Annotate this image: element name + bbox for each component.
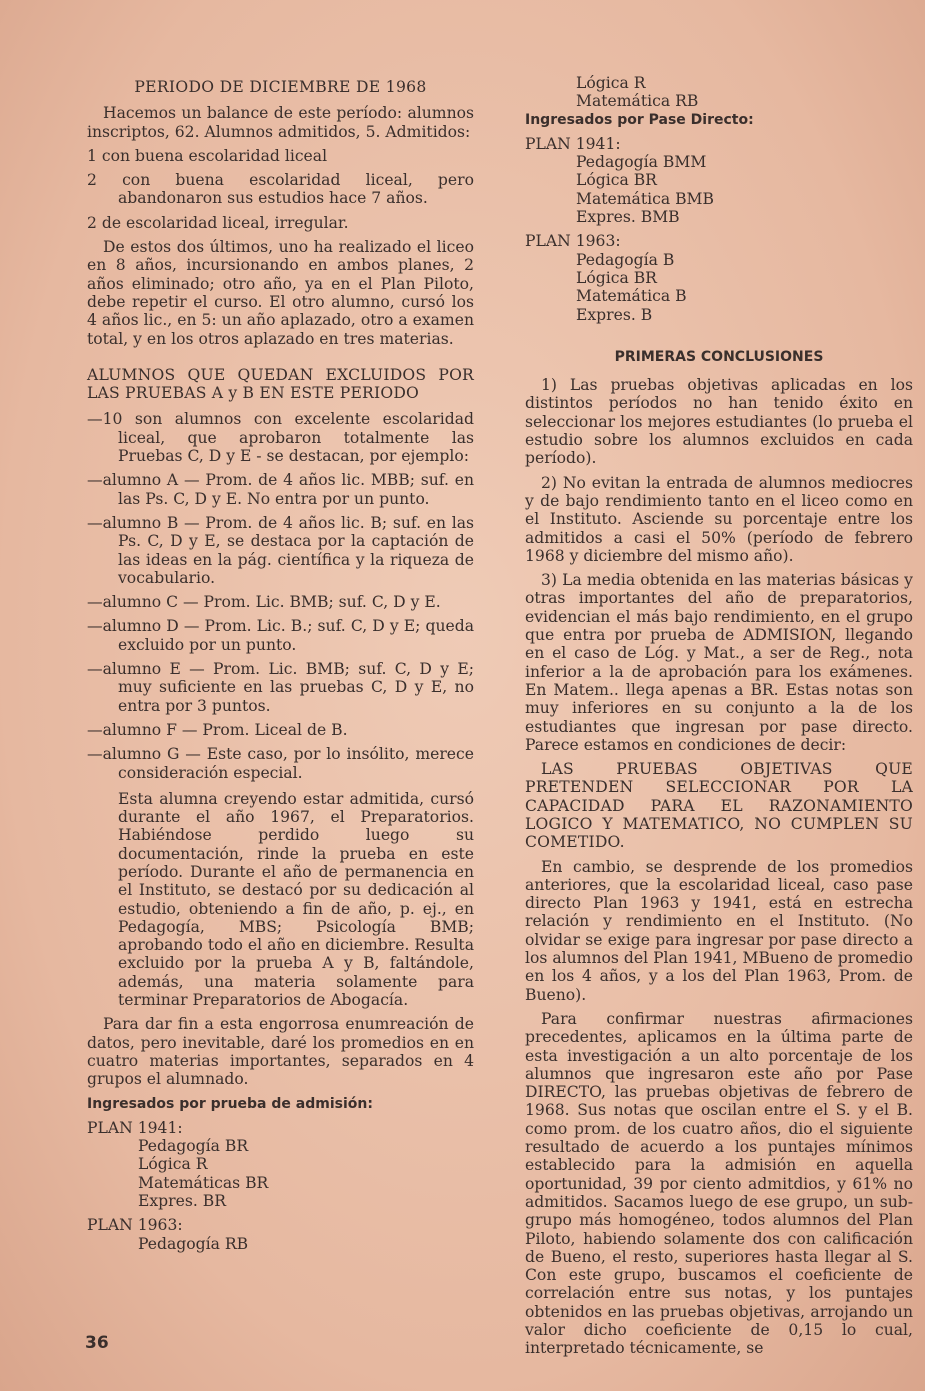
grade-line: Matemática RB xyxy=(576,92,699,111)
plan-label: PLAN 1963: xyxy=(525,232,621,251)
conclusions-heading: PRIMERAS CONCLUSIONES xyxy=(614,348,824,365)
paragraph: 3) La media obtenida en las materias básicas y otras importantes del año de preparatorios, evidencian el más bajo rendimiento, en el grupo que entra por prueba de ADMISION, llegando en el caso de Lóg. y Mat., a ser de Reg., nota inferior a la de aprobación para los exámenes. En Matem.. llega apenas a BR. Estas notas son muy inferiores en su conjunto a la de los estudiantes que ingresan por pase directo. Parece estamos en condiciones de decir: xyxy=(525,571,913,754)
left-column xyxy=(87,74,474,1253)
grade-line: Expres. B xyxy=(576,305,653,324)
list-item: —alumno F — Prom. Liceal de B. xyxy=(87,720,348,739)
grade-line: Lógica R xyxy=(138,1155,208,1174)
grade-line: Lógica BR xyxy=(576,171,657,190)
paragraph: Para confirmar nuestras afirmaciones precedentes, aplicamos en la última parte de esta investigación a un alto porcentaje de los alumnos que ingresaron este año por Pase DIRECTO, las pruebas objetivas de febrero de 1968. Sus notas que oscilan entre el S. y el B. como prom. de los cuatro años, dio el siguiente resultado de acuerdo a los puntajes mínimos establecido para la admisión en aquella oportunidad, 39 por ciento admitdios, y 61% no admitidos. Sacamos luego de ese grupo, un sub-grupo más homogéneo, todos alumnos del Plan Piloto, habiendo solamente dos con calificación de Bueno, el resto, superiores hasta llegar al S. Con este grupo, buscamos el coeficiente de correlación entre sus notas, y los puntajes obtenidos en las pruebas objetivas, arrojando un valor dicho coeficiente de 0,15 lo cual, interpretado técnicamente, se xyxy=(525,1009,913,1358)
list-item: —alumno B — Prom. de 4 años lic. B; suf. en las Ps. C, D y E, se destaca por la captación de las ideas en la pág. científica y la riqueza de vocabulario. xyxy=(87,513,474,587)
grade-line: Pedagogía RB xyxy=(138,1234,249,1253)
conclusion-statement: LAS PRUEBAS OBJETIVAS QUE PRETENDEN SELECCIONAR POR LA CAPACIDAD PARA EL RAZONAMIENTO LOGICO Y MATEMATICO, NO CUMPLEN SU COMETIDO. xyxy=(525,760,913,852)
list-item: —alumno A — Prom. de 4 años lic. MBB; suf. en las Ps. C, D y E. No entra por un punto. xyxy=(87,471,474,508)
grade-line: Lógica R xyxy=(576,74,646,92)
case-g-paragraph: Esta alumna creyendo estar admitida, cursó durante el año 1967, el Preparatorios. Habiéndose perdido luego su documentación, rinde la prueba en este período. Durante el año de permanencia en el Instituto, se destacó por su dedicación al estudio, obteniendo a fin de año, p. ej., en Pedagogía, MBS; Psicología BMB; aprobando todo el año en diciembre. Resulta excluido por la prueba A y B, faltándole, además, una materia solamente para terminar Preparatorios de Abogacía. xyxy=(118,789,474,1010)
plan-label: PLAN 1941: xyxy=(87,1118,183,1137)
admission-heading: Ingresados por prueba de admisión: xyxy=(87,1095,373,1112)
plan-label: PLAN 1941: xyxy=(525,134,621,153)
grade-line: Matemáticas BR xyxy=(138,1173,269,1192)
grade-line: Pedagogía BR xyxy=(138,1137,249,1156)
direct-heading: Ingresados por Pase Directo: xyxy=(525,111,754,128)
paragraph: 2) No evitan la entrada de alumnos mediocres y de bajo rendimiento tanto en el liceo como en el Instituto. Asciende su porcentaje entre los admitidos a casi el 50% (período de febrero 1968 y diciembre del mismo año). xyxy=(525,473,913,565)
right-column xyxy=(525,74,913,1364)
list-item: 2 con buena escolaridad liceal, pero abandonaron sus estudios hace 7 años. xyxy=(87,171,474,208)
grade-line: Pedagogía BMM xyxy=(576,153,707,172)
paragraph: Para dar fin a esta engorrosa enumreación de datos, pero inevitable, daré los promedios en en cuatro materias importantes, separados en 4 grupos el alumnado. xyxy=(87,1015,474,1089)
grade-line: Matemática B xyxy=(576,287,687,306)
list-item: 2 de escolaridad liceal, irregular. xyxy=(87,213,349,232)
list-item: —10 son alumnos con excelente escolaridad liceal, que aprobaron totalmente las Pruebas C, D y E - se destacan, por ejemplo: xyxy=(87,410,474,466)
grade-line: Expres. BMB xyxy=(576,208,680,227)
list-item: 1 con buena escolaridad liceal xyxy=(87,146,328,165)
section-heading: PERIODO DE DICIEMBRE DE 1968 xyxy=(134,78,427,96)
list-item: —alumno E — Prom. Lic. BMB; suf. C, D y E; muy suficiente en las pruebas C, D y E, no entra por 3 puntos. xyxy=(87,660,474,715)
paragraph: 1) Las pruebas objetivas aplicadas en los distintos períodos no han tenido éxito en seleccionar los mejores estudiantes (lo prueba el estudio sobre los alumnos excluidos en cada período). xyxy=(525,376,913,468)
paragraph: De estos dos últimos, uno ha realizado el liceo en 8 años, incursionando en ambos planes, 2 años eliminado; otro año, ya en el Plan Piloto, debe repetir el curso. El otro alumno, cursó los 4 años lic., en 5: un año aplazado, otro a examen total, y en los otros aplazado en tres materias. xyxy=(87,238,474,348)
list-item: —alumno D — Prom. Lic. B.; suf. C, D y E; queda excluido por un punto. xyxy=(87,617,474,654)
grade-line: Matemática BMB xyxy=(576,189,714,208)
grade-line: Pedagogía B xyxy=(576,250,675,269)
intro-paragraph: Hacemos un balance de este período: alumnos inscriptos, 62. Alumnos admitidos, 5. Admitidos: xyxy=(87,104,474,141)
plan-label: PLAN 1963: xyxy=(87,1216,183,1235)
grade-line: Expres. BR xyxy=(138,1192,226,1211)
list-item: —alumno G — Este caso, por lo insólito, merece consideración especial. xyxy=(87,745,474,782)
paragraph: En cambio, se desprende de los promedios anteriores, que la escolaridad liceal, caso pase directo Plan 1963 y 1941, está en estrecha relación y rendimiento en el Instituto. (No olvidar se exige para ingresar por pase directo a los alumnos del Plan 1941, MBueno de promedio en los 4 años, y a los del Plan 1963, Prom. de Bueno). xyxy=(525,857,913,1004)
page-number: 36 xyxy=(85,1333,109,1353)
list-item: —alumno C — Prom. Lic. BMB; suf. C, D y E. xyxy=(87,593,441,612)
excluded-heading: ALUMNOS QUE QUEDAN EXCLUIDOS POR LAS PRUEBAS A y B EN ESTE PERIODO xyxy=(87,365,474,403)
grade-line: Lógica BR xyxy=(576,268,657,287)
